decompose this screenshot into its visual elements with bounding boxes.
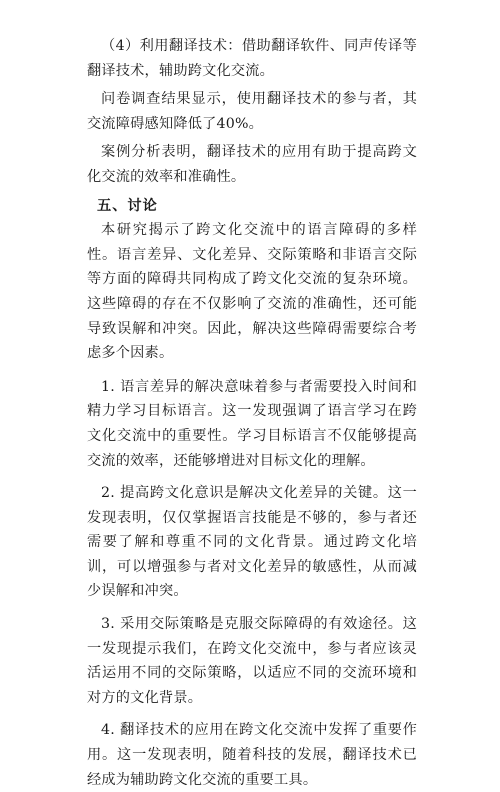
paragraph-discussion-point-3: 3. 采用交际策略是克服交际障碍的有效途径。这一发现提示我们，在跨文化交流中，参与者应该灵活运用不同的交际策略，以适应不同的交流环境和对方的文化背景。 <box>87 616 417 706</box>
paragraph-discussion-intro: 本研究揭示了跨文化交流中的语言障碍的多样性。语言差异、文化差异、交际策略和非语言交际等方面的障碍共同构成了跨文化交流的复杂环境。这些障碍的存在不仅影响了交流的准确性，还可能导致误解和冲突。因此，解决这些障碍需要综合考虑多个因素。 <box>87 222 417 362</box>
document-body <box>87 34 417 792</box>
paragraph-discussion-point-1: 1. 语言差异的解决意味着参与者需要投入时间和精力学习目标语言。这一发现强调了语言学习在跨文化交流中的重要性。学习目标语言不仅能够提高交流的效率，还能够增进对目标文化的理解。 <box>87 378 417 469</box>
paragraph-survey-result: 问卷调查结果显示，使用翻译技术的参与者，其交流障碍感知降低了40%。 <box>87 91 417 132</box>
paragraph-discussion-point-2: 2. 提高跨文化意识是解决文化差异的关键。这一发现表明，仅仅掌握语言技能是不够的，参与者还需要了解和尊重不同的文化背景。通过跨文化培训，可以增强参与者对文化差异的敏感性，从而减少误解和冲突。 <box>87 485 417 600</box>
paragraph-case-analysis: 案例分析表明，翻译技术的应用有助于提高跨文化交流的效率和准确性。 <box>87 144 417 185</box>
paragraph-discussion-point-4: 4. 翻译技术的应用在跨文化交流中发挥了重要作用。这一发现表明，随着科技的发展，翻译技术已经成为辅助跨文化交流的重要工具。 <box>87 722 417 788</box>
paragraph-translation-technology: （4）利用翻译技术：借助翻译软件、同声传译等翻译技术，辅助跨文化交流。 <box>87 38 417 79</box>
section-heading-discussion: 五、讨论 <box>97 197 158 214</box>
